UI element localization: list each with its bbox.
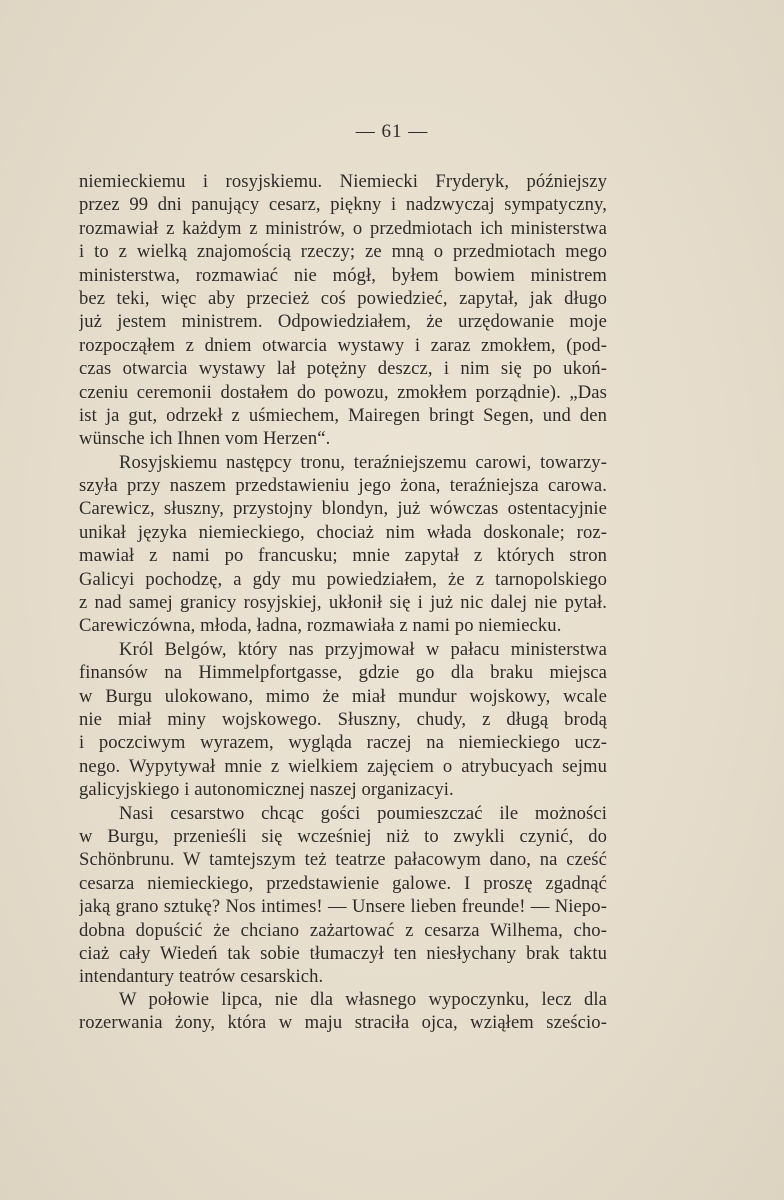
text-line: ist ja gut, odrzekł z uśmiechem, Mairegen bringt Segen, und den xyxy=(79,404,607,426)
text-line: szyła przy naszem przedstawieniu jego żona, teraźniejsza carowa. xyxy=(79,475,607,497)
text-line: bez teki, więc aby przecież coś powiedzieć, zapytał, jak długo xyxy=(79,287,607,309)
text-line: Schönbrunu. W tamtejszym też teatrze pałacowym dano, na cześć xyxy=(79,849,607,871)
text-line: Carewicz, słuszny, przystojny blondyn, już wówczas ostentacyjnie xyxy=(79,498,607,520)
text-line: czeniu ceremonii dostałem do powozu, zmokłem porządnie). „Das xyxy=(79,381,607,403)
text-line: w Burgu ulokowano, mimo że miał mundur wojskowy, wcale xyxy=(79,685,607,707)
text-line: dobna dopuścić że chciano zażartować z cesarza Wilhema, cho- xyxy=(79,919,607,941)
text-block-main xyxy=(79,170,607,989)
text-line: już jestem ministrem. Odpowiedziałem, że urzędowanie moje xyxy=(79,311,607,333)
text-line: wünsche ich Ihnen vom Herzen“. xyxy=(79,428,331,450)
text-line: Rosyjskiemu następcy tronu, teraźniejszemu carowi, towarzy- xyxy=(119,451,607,473)
text-line: ministerstwa, rozmawiać nie mógł, byłem bowiem ministrem xyxy=(79,264,607,286)
text-line: W połowie lipca, nie dla własnego wypoczynku, lecz dla xyxy=(119,989,607,1010)
text-line: nie miał miny wojskowego. Słuszny, chudy, z długą brodą xyxy=(79,708,607,730)
text-line: Król Belgów, który nas przyjmował w pałacu ministerstwa xyxy=(119,638,607,660)
text-line: Nasi cesarstwo chcąc gości poumieszczać ile możności xyxy=(119,802,607,824)
text-line: mawiał z nami po francusku; mnie zapytał z których stron xyxy=(79,545,607,567)
text-line: i poczciwym wyrazem, wygląda raczej na niemieckiego ucz- xyxy=(79,732,607,754)
text-line: w Burgu, przenieśli się wcześniej niż to zwykli czynić, do xyxy=(79,825,607,847)
text-line: rozmawiał z każdym z ministrów, o przedmiotach ich ministerstwa xyxy=(79,217,607,239)
text-line: Carewiczówna, młoda, ładna, rozmawiała z nami po niemiecku. xyxy=(79,615,562,637)
text-line: i to z wielką znajomością rzeczy; ze mną o przedmiotach mego xyxy=(79,241,607,263)
text-line: niemieckiemu i rosyjskiemu. Niemiecki Fryderyk, późniejszy xyxy=(79,171,607,192)
text-line: cesarza niemieckiego, przedstawienie galowe. I proszę zgadnąć xyxy=(79,872,607,894)
page-number: — 61 — xyxy=(355,121,429,142)
text-line: jaką grano sztukę? Nos intimes! — Unsere lieben freunde! — Niepo- xyxy=(79,896,607,918)
text-line: rozpocząłem z dniem otwarcia wystawy i zaraz zmokłem, (pod- xyxy=(79,334,607,356)
text-line: z nad samej granicy rosyjskiej, ukłonił się i już nic dalej nie pytał. xyxy=(79,592,607,614)
text-line: ciaż cały Wiedeń tak sobie tłumaczył ten niesłychany brak taktu xyxy=(79,942,607,964)
text-line: Galicyi pochodzę, a gdy mu powiedziałem, że z tarnopolskiego xyxy=(79,568,607,590)
text-line: finansów na Himmelpfortgasse, gdzie go dla braku miejsca xyxy=(79,662,607,684)
text-line: przez 99 dni panujący cesarz, piękny i nadzwyczaj sympatyczny, xyxy=(79,194,607,216)
text-line: czas otwarcia wystawy lał potężny deszcz, i nim się po ukoń- xyxy=(79,358,607,380)
text-line: rozerwania żony, która w maju straciła ojca, wziąłem sześcio- xyxy=(79,1012,607,1034)
text-line: intendantury teatrów cesarskich. xyxy=(79,966,324,988)
text-line: nego. Wypytywał mnie z wielkiem zajęciem o atrybucyach sejmu xyxy=(79,755,607,777)
text-line: unikał języka niemieckiego, chociaż nim włada doskonale; roz- xyxy=(79,521,607,543)
text-block-continuation xyxy=(79,988,607,1035)
text-line: galicyjskiego i autonomicznej naszej organizacyi. xyxy=(79,779,454,801)
